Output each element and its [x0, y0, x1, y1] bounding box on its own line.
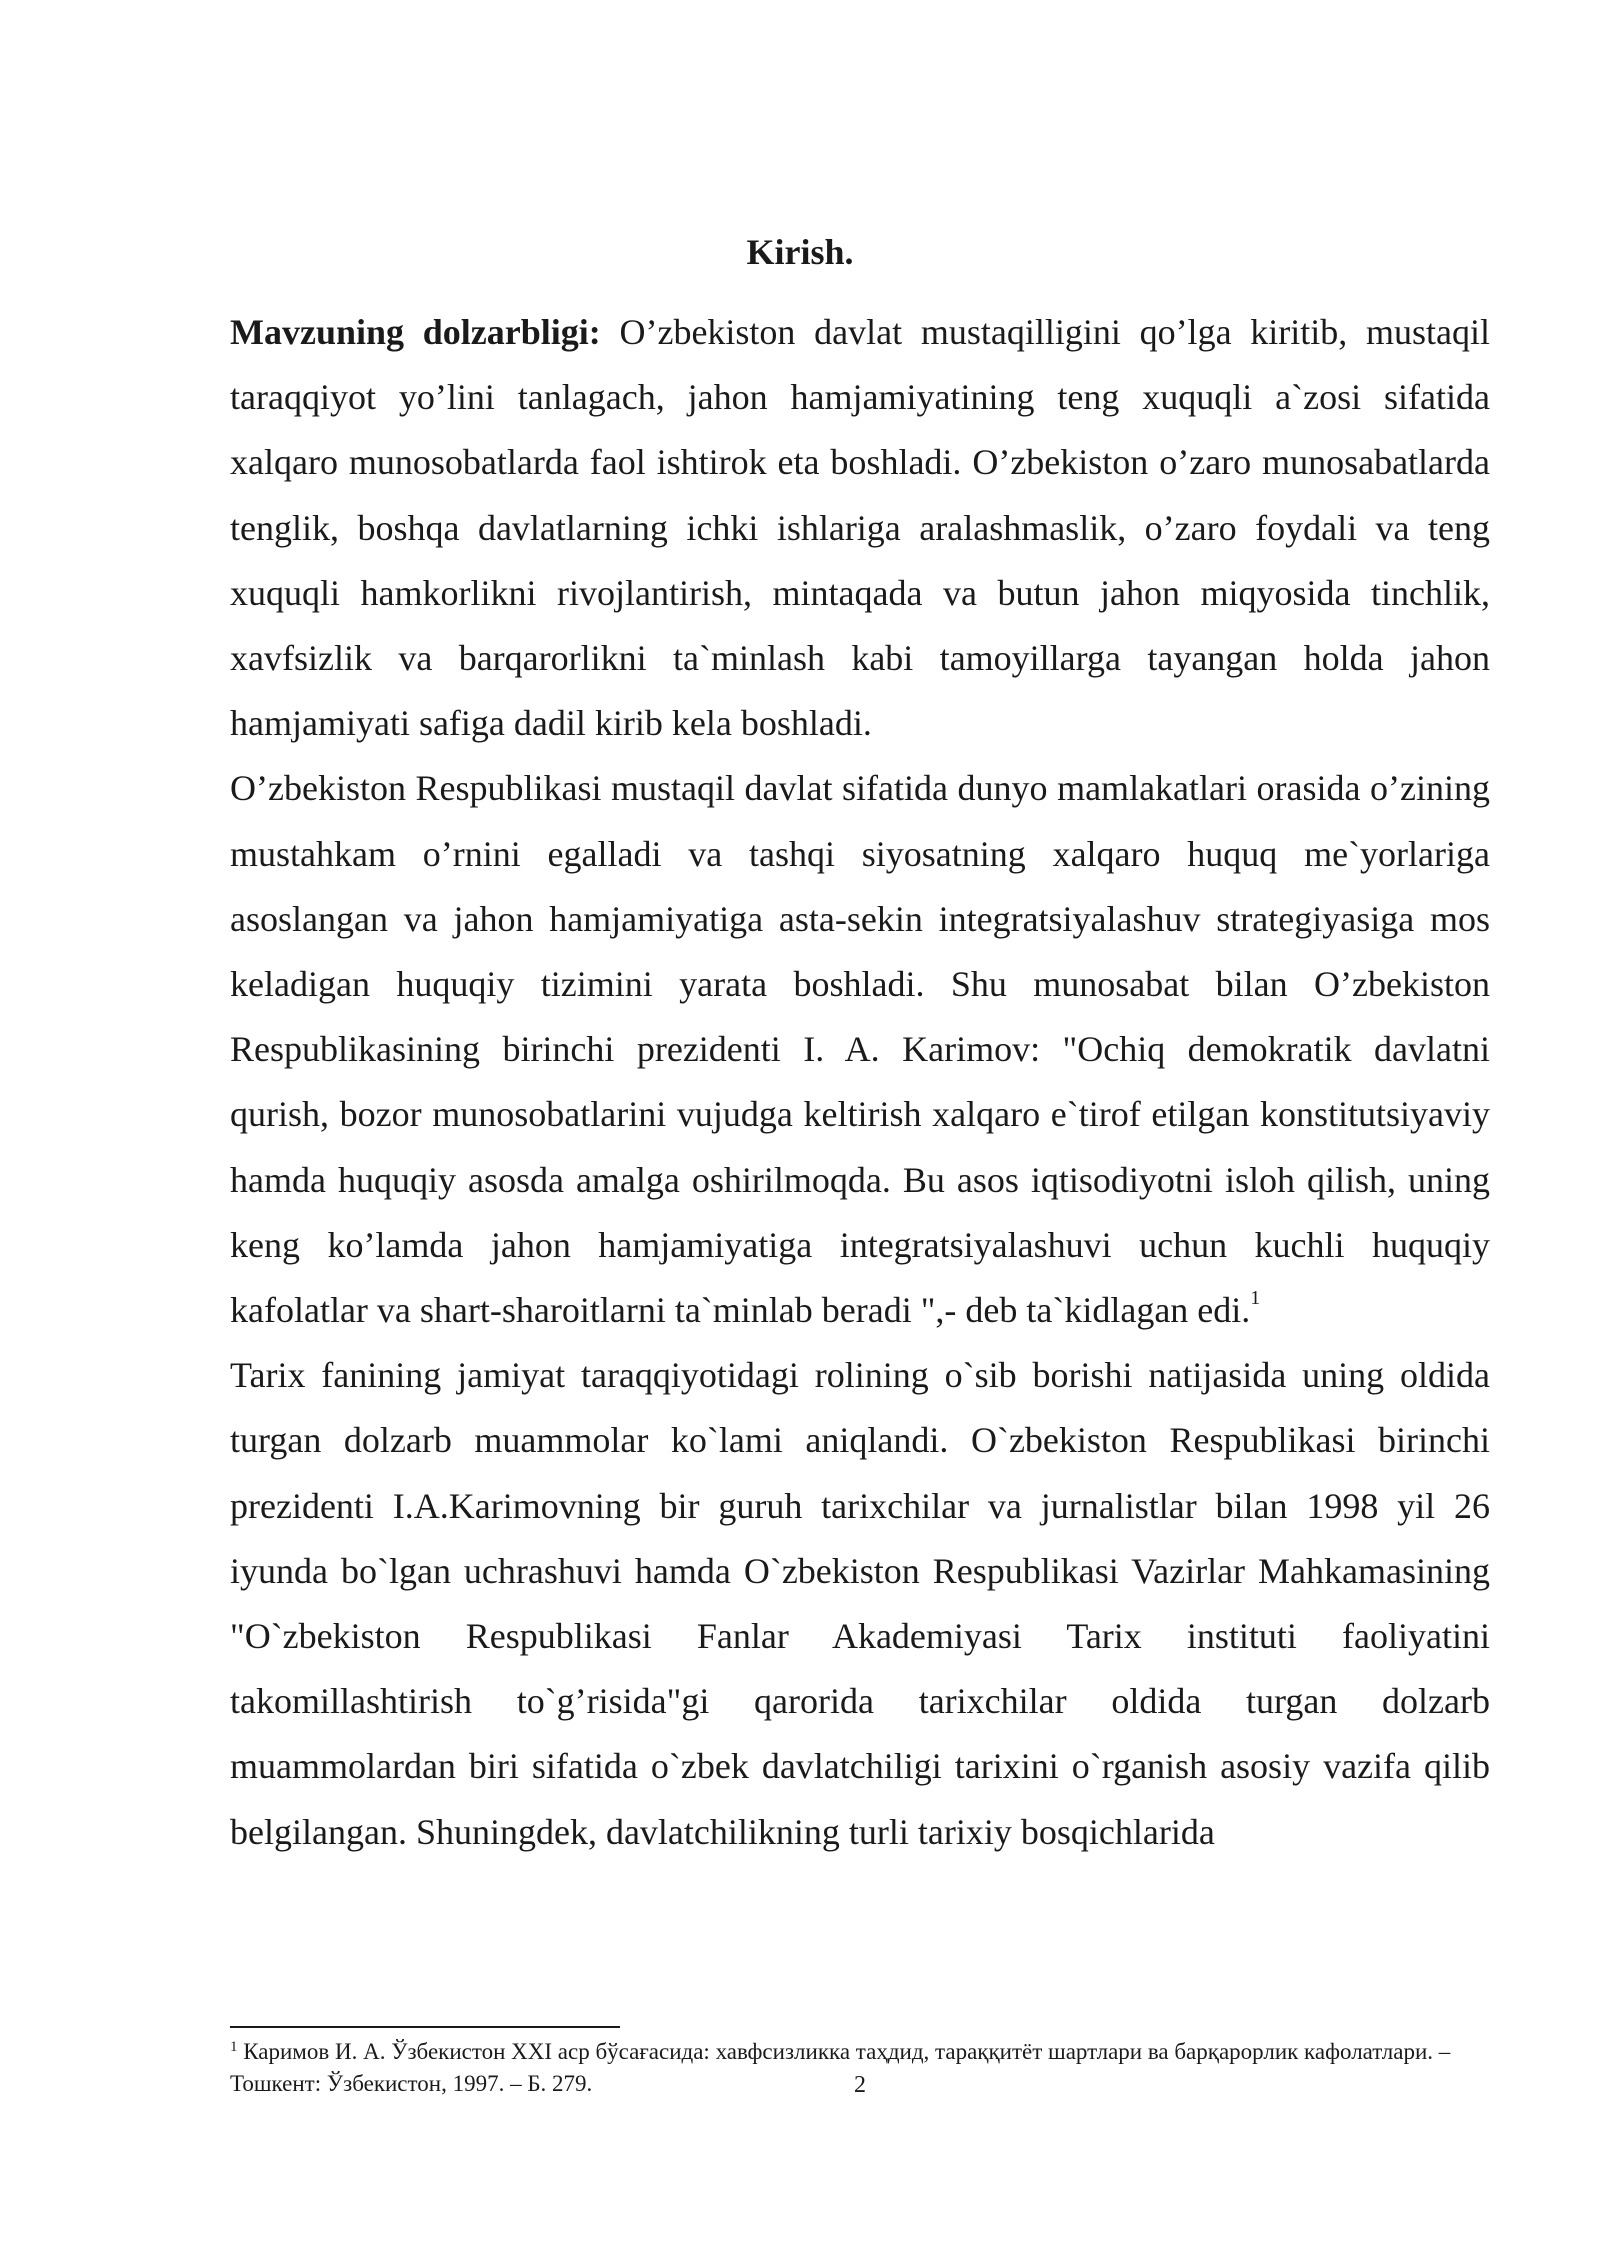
footnote-marker: 1 — [230, 2039, 238, 2055]
paragraph-2 — [230, 756, 1490, 1343]
paragraph-3-text: Tarix fanining jamiyat taraqqiyotidagi rolining o`sib borishi natijasida uning oldida turgan dolzarb muammolar ko`lami aniqlandi. O`zbekiston Respublikasi birinchi prezidenti I.A.Karimovning bir guruh tarixchilar va jurnalistlar bilan 1998 yil 26 iyunda bo`lgan uchrashuvi hamda O`zbekiston Respublikasi Vazirlar Mahkamasining "O`zbekiston Respublikasi Fanlar Akademiyasi Tarix instituti faoliyatini takomillashtirish to`g’risida"gi qarorida tarixchilar oldida turgan dolzarb muammolardan biri sifatida o`zbek davlatchiligi tarixini o`rganish asosiy vazifa qilib belgilangan. Shuningdek, davlatchilikning turli tarixiy bosqichlarida — [230, 1355, 1490, 1852]
body-text — [230, 300, 1490, 1865]
footnote-reference: 1 — [1250, 1287, 1261, 1310]
paragraph-1-text: O’zbekiston davlat mustaqilligini qo’lga kiritib, mustaqil taraqqiyot yo’lini tanlagach, jahon hamjamiyatining teng xuquqli a`zosi sifatida xalqaro munosobatlarda faol ishtirok eta boshladi. O’zbekiston o’zaro munosabatlarda tenglik, boshqa davlatlarning ichki ishlariga aralashmaslik, o’zaro foydali va teng xuquqli hamkorlikni rivojlantirish, mintaqada va butun jahon miqyosida tinchlik, xavfsizlik va barqarorlikni ta`minlash kabi tamoyillarga tayangan holda jahon hamjamiyati safiga dadil kirib kela boshladi. — [230, 312, 1490, 744]
page-number: 2 — [854, 2072, 866, 2098]
section-lead: Mavzuning dolzarbligi: — [230, 312, 601, 352]
page-title: Kirish. — [746, 232, 854, 272]
footnote-text: Каримов И. А. Ўзбекистон XXI аср бўсағасида: хавфсизликка таҳдид, тараққитёт шартлари ва барқарорлик кафолатлари. – Тошкент: Ўзбекистон, 1997. – Б. 279. — [230, 2039, 1451, 2096]
paragraph-3 — [230, 1343, 1490, 1865]
paragraph-1 — [230, 300, 1490, 756]
footnote-separator — [230, 2026, 620, 2028]
paragraph-2-text: O’zbekiston Respublikasi mustaqil davlat sifatida dunyo mamlakatlari orasida o’zining mustahkam o’rnini egalladi va tashqi siyosatning xalqaro huquq me`yorlariga asoslangan va jahon hamjamiyatiga asta-sekin integratsiyalashuv strategiyasiga mos keladigan huquqiy tizimini yarata boshladi. Shu munosabat bilan O’zbekiston Respublikasining birinchi prezidenti I. A. Karimov: "Ochiq demokratik davlatni qurish, bozor munosobatlarini vujudga keltirish xalqaro e`tirof etilgan konstitutsiyaviy hamda huquqiy asosda amalga oshirilmoqda. Bu asos iqtisodiyotni isloh qilish, uning keng ko’lamda jahon hamjamiyatiga integratsiyalashuvi uchun kuchli huquqiy kafolatlar va shart-sharoitlarni ta`minlab beradi ",- deb ta`kidlagan edi. — [230, 768, 1490, 1331]
